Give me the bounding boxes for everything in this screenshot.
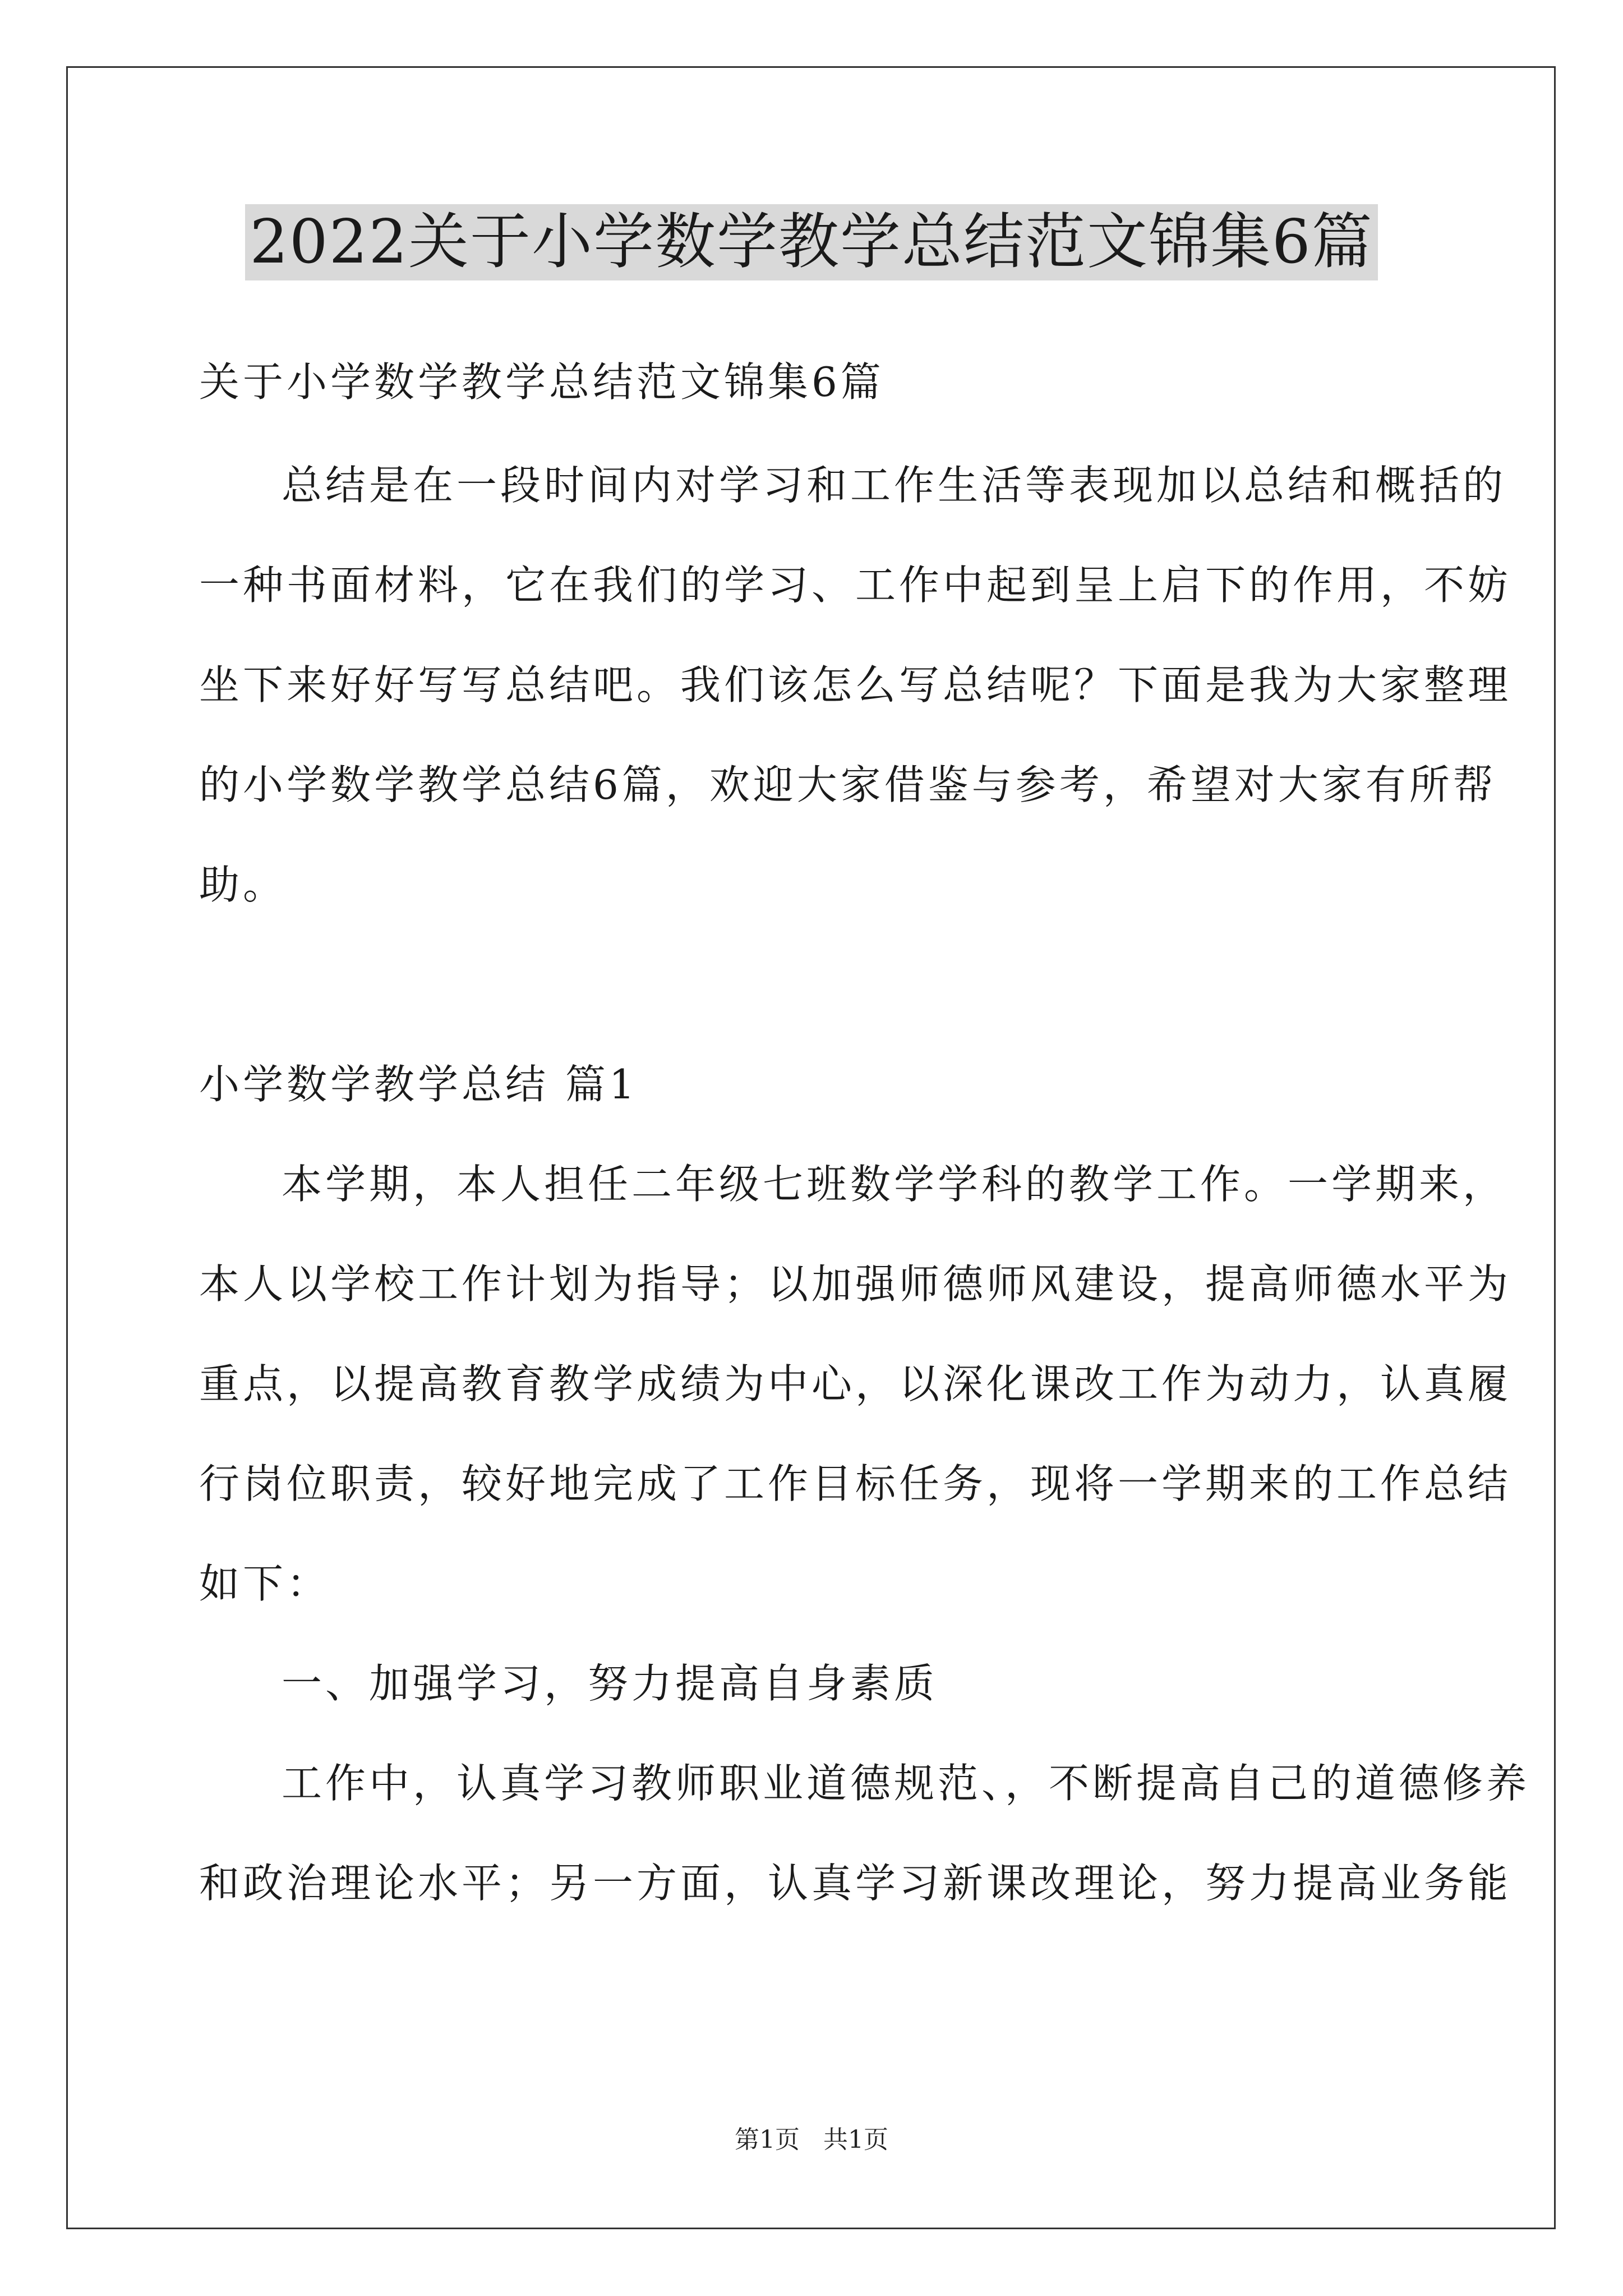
subtitle: 关于小学数学教学总结范文锦集6篇 [199, 358, 884, 406]
section-heading: 小学数学教学总结 篇1 [199, 1061, 638, 1108]
page-footer [0, 2119, 1623, 2155]
body2-line: 和政治理论水平；另一方面，认真学习新课改理论，努力提高业务能 [199, 1860, 1512, 1907]
title-container [0, 204, 1623, 280]
subheading: 一、加强学习，努力提高自身素质 [282, 1660, 938, 1707]
intro-line: 坐下来好好写写总结吧。我们该怎么写总结呢？下面是我为大家整理 [199, 661, 1512, 708]
page-total: 共1页 [823, 2125, 888, 2154]
body-line: 重点，以提高教育教学成绩为中心，以深化课改工作为动力，认真履 [199, 1360, 1512, 1407]
intro-line: 助。 [199, 861, 287, 908]
intro-line: 的小学数学教学总结6篇，欢迎大家借鉴与参考，希望对大家有所帮 [199, 761, 1497, 808]
intro-line: 总结是在一段时间内对学习和工作生活等表现加以总结和概括的 [282, 462, 1507, 509]
body-line: 如下： [199, 1560, 331, 1607]
body-line: 本学期，本人担任二年级七班数学学科的教学工作。一学期来， [282, 1161, 1507, 1208]
body2-line: 工作中，认真学习教师职业道德规范、，不断提高自己的道德修养 [282, 1760, 1530, 1807]
document-title: 2022关于小学数学教学总结范文锦集6篇 [245, 204, 1378, 280]
intro-line: 一种书面材料，它在我们的学习、工作中起到呈上启下的作用，不妨 [199, 562, 1512, 609]
body-line: 本人以学校工作计划为指导；以加强师德师风建设，提高师德水平为 [199, 1260, 1512, 1308]
body-line: 行岗位职责，较好地完成了工作目标任务，现将一学期来的工作总结 [199, 1460, 1512, 1507]
page-number: 第1页 [735, 2125, 800, 2154]
